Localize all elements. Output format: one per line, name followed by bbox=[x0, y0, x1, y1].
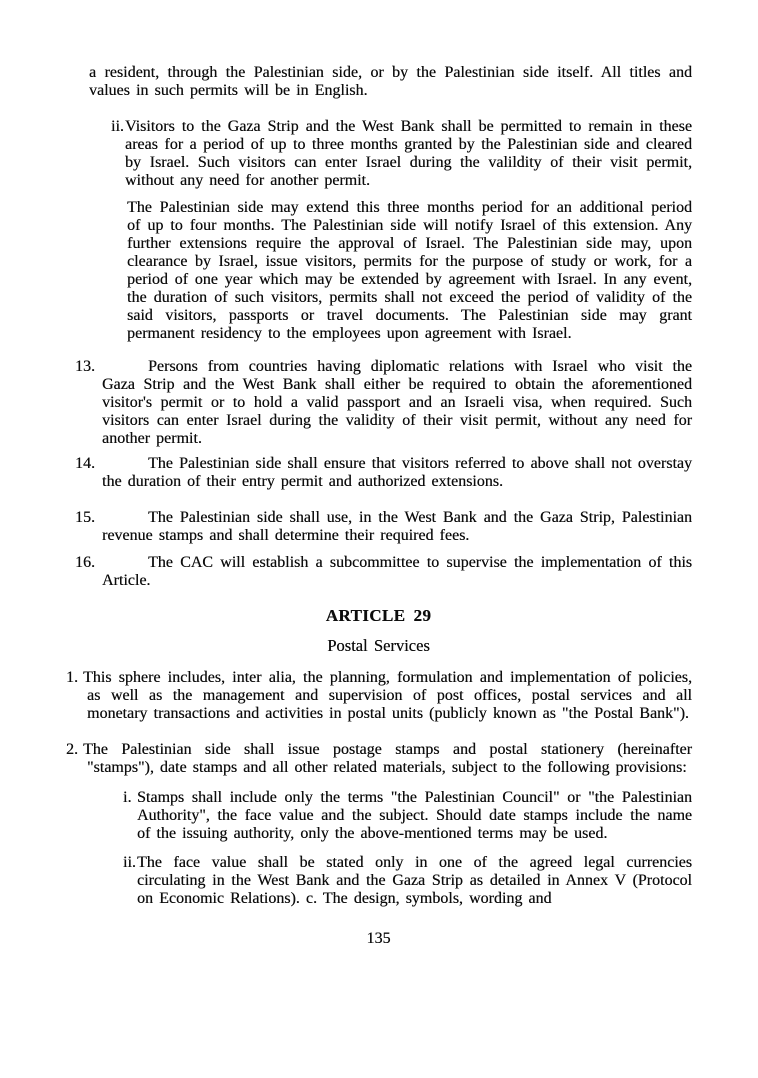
list-item-15 bbox=[65, 509, 692, 545]
list-item-text: Persons from countries having diplomatic relations with Israel who visit the Gaza Strip and the West Bank shall either be required to obtain the aforementioned visitor's permit or to hold a valid passport and an Israeli visa, when required. Such visitors can enter Israel during the validity of their visit permit, without any need for another permit. bbox=[102, 358, 692, 447]
list-item-text: The Palestinian side shall issue postage stamps and postal stationery (hereinafter "stamps"), date stamps and all other related materials, subject to the following provisions: bbox=[83, 741, 692, 776]
list-item-text: The Palestinian side shall use, in the West Bank and the Gaza Strip, Palestinian revenue stamps and shall determine their required fees. bbox=[102, 509, 692, 544]
list-marker: 2. bbox=[66, 741, 78, 758]
list-item-2 bbox=[65, 741, 692, 777]
list-marker: 15. bbox=[75, 509, 95, 526]
article-subheading bbox=[65, 637, 692, 655]
list-marker: 14. bbox=[75, 455, 95, 472]
paragraph-text: a resident, through the Palestinian side, or by the Palestinian side itself. All titles and values in such permits will be in English. bbox=[89, 64, 692, 99]
list-marker: ii. bbox=[123, 854, 136, 871]
list-item-text: The face value shall be stated only in one of the agreed legal currencies circulating in the West Bank and the Gaza Strip as detailed in Annex V (Protocol on Economic Relations). c. The design, symbols, wording and bbox=[137, 854, 692, 907]
sub-item-ii-face-value bbox=[65, 854, 692, 908]
list-marker: ii. bbox=[111, 118, 124, 135]
article-heading-text: ARTICLE 29 bbox=[325, 606, 432, 625]
list-item-14 bbox=[65, 455, 692, 491]
list-marker: 16. bbox=[75, 554, 95, 571]
list-marker: 1. bbox=[66, 669, 78, 686]
list-item-text: The CAC will establish a subcommittee to supervise the implementation of this Article. bbox=[102, 554, 692, 589]
list-marker: 13. bbox=[75, 358, 95, 375]
list-marker: i. bbox=[123, 789, 132, 806]
list-item-text: Visitors to the Gaza Strip and the West Bank shall be permitted to remain in these areas for a period of up to three months granted by the Palestinian side and cleared by Israel. Such visitors can enter Israel during the valildity of their visit permit, without any need for another permit. bbox=[125, 118, 692, 189]
paragraph-permit-titles bbox=[89, 64, 692, 100]
list-item-13 bbox=[65, 358, 692, 448]
sub-item-i-stamps bbox=[65, 789, 692, 843]
paragraph-text: The Palestinian side may extend this three months period for an additional period of up to four months. The Palestinian side will notify Israel of this extension. Any further extensions require the approval of Israel. The Palestinian side may, upon clearance by Israel, issue visitors, permits for the purpose of study or work, for a period of one year which may be extended by agreement with Israel. In any event, the duration of such visitors, permits shall not exceed the period of validity of the said visitors, passports or travel documents. The Palestinian side may grant permanent residency to the employees upon agreement with Israel. bbox=[127, 199, 692, 342]
list-item-1 bbox=[65, 669, 692, 723]
list-item-16 bbox=[65, 554, 692, 590]
list-item-text: The Palestinian side shall ensure that visitors referred to above shall not overstay the duration of their entry permit and authorized extensions. bbox=[102, 455, 692, 490]
article-heading bbox=[65, 607, 692, 625]
article-subheading-text: Postal Services bbox=[327, 636, 430, 655]
list-item-ii-visitors bbox=[65, 118, 692, 190]
paragraph-extension bbox=[127, 199, 692, 343]
page-number: 135 bbox=[366, 930, 391, 947]
list-item-text: Stamps shall include only the terms "the Palestinian Council" or "the Palestinian Authority", the face value and the subject. Should date stamps include the name of the issuing authority, only the above-mentioned terms may be used. bbox=[137, 789, 692, 842]
page-footer bbox=[65, 930, 692, 948]
list-item-text: This sphere includes, inter alia, the planning, formulation and implementation of policies, as well as the management and supervision of post offices, postal services and all monetary transactions and activities in postal units (publicly known as "the Postal Bank"). bbox=[83, 669, 692, 722]
